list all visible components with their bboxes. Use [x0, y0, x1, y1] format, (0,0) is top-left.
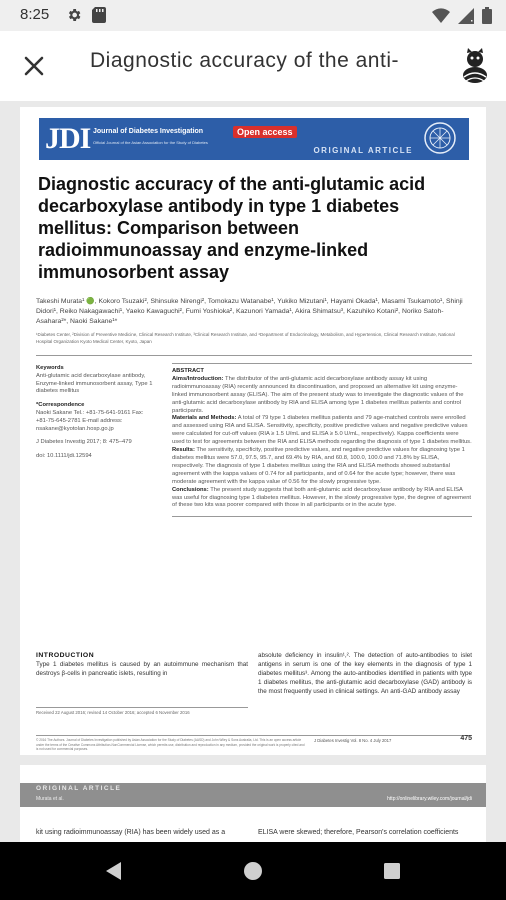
status-bar	[0, 0, 506, 31]
abstract	[172, 363, 472, 517]
page2-section-label: ORIGINAL ARTICLE	[36, 785, 122, 792]
page-number: 475	[460, 735, 472, 742]
citation-text: J Diabetes Investig 2017; 8: 475–479	[36, 439, 132, 446]
page2-running-authors: Murata et al.	[36, 796, 64, 802]
received-dates: Received 22 August 2016; revised 14 October 2016; accepted 6 November 2016	[36, 707, 248, 715]
results-text: The sensitivity, specificity, positive predictive values, and negative predictive values for diagnosing type 1 diabetes mellitus were 57.0, 97.5, 95.7, and 69.4% by RIA, and 60.8, 100.0, 100.0 and 71.8% by ELISA, respectively. The diagnosis of type 1 diabetes mellitus using the RIA and ELISA methods showed substantial agreement with the kappa values of 0.74 for all participants, and of 0.64 for the acute type; however, there was moderate agreement with the kappa value of 0.56 for the slowly progressive type.	[172, 447, 465, 485]
introduction-heading: INTRODUCTION	[36, 652, 95, 659]
footer-citation: J Diabetes Investig Vol. 8 No. 4 July 2017	[314, 738, 392, 743]
gear-icon	[66, 7, 82, 28]
methods-text: A total of 79 type 1 diabetes mellitus patients and 79 age-matched controls were enrolled and assessed using RIA and ELISA. Sensitivity, specificity, positive predictive values and negative predictive values were calculated for cut-off values (RIA ≥ 1.5 U/mL and ELISA ≥ 5.0 U/mL, respectively). Kappa coefficients were used to test for agreements between the RIA and ELISA methods regarding the diagnosis of type 1 diabetes mellitus.	[172, 415, 472, 446]
correspondence-heading: *Correspondence	[36, 402, 85, 409]
pdf-page-2	[20, 765, 486, 842]
intro-column-right: absolute deficiency in insulin¹,². The detection of auto-antibodies to islet antigens in serum is one of the key elements in the diagnosis of type 1 diabetes mellitus³. Among the auto-antibodies identified in patients with type 1 diabetes mellitus, the anti-glutamic acid decarboxylase (GAD) antibody is the most frequently used in clinical settings. An anti-GAD antibody assay	[258, 652, 472, 695]
back-button[interactable]	[96, 854, 130, 888]
top-toolbar	[0, 31, 506, 102]
affiliations: ¹Diabetes Center, ²Division of Preventive Medicine, Clinical Research Institute, ³Clinical Research Institute, and ⁴Department of Endocrinology, Metabolism, and Hypertension, Clinical Research Institute, National Hospital Organization Kyoto Medical Center, Kyoto, Japan	[36, 332, 455, 344]
methods-heading: Materials and Methods:	[172, 415, 237, 422]
correspondence-text: Naoki Sakane Tel.: +81-75-641-9161 Fax: +81-75-645-2781 E-mail address: nsakane@kyotolan.hosp.go.jp	[36, 409, 144, 432]
footer-divider	[36, 735, 472, 736]
section-label: ORIGINAL ARTICLE	[313, 146, 413, 155]
article-title: Diagnostic accuracy of the anti-glutamic acid decarboxylase antibody in type 1 diabetes mellitus: Comparison between radioimmunoassay and enzyme-linked immunosorbent assay	[38, 174, 426, 282]
document-title: Diagnostic accuracy of the anti-	[90, 49, 399, 72]
status-time: 8:25	[20, 6, 50, 23]
document-viewer[interactable]	[0, 101, 506, 842]
home-button[interactable]	[236, 854, 270, 888]
close-icon	[18, 50, 50, 82]
battery-icon	[482, 7, 492, 29]
journal-subtitle: Official Journal of the Asian Association for the Study of Diabetes	[93, 140, 208, 145]
system-navigation-bar	[0, 842, 506, 900]
intro-column-left	[36, 651, 248, 678]
journal-name: Journal of Diabetes Investigation	[93, 128, 204, 135]
society-seal-icon	[423, 121, 457, 155]
publisher-cat-icon[interactable]	[458, 47, 492, 85]
abstract-heading: ABSTRACT	[172, 368, 204, 374]
journal-banner	[39, 118, 469, 160]
doi-text: doi: 10.1111/jdi.12594	[36, 453, 92, 460]
article-sidebar	[36, 365, 154, 461]
home-circle-icon	[242, 860, 264, 882]
pdf-page-1	[20, 107, 486, 755]
open-access-badge: Open access	[233, 126, 297, 138]
page2-text-right: ELISA were skewed; therefore, Pearson's correlation coefficients	[258, 829, 459, 836]
license-text: © 2016 The Authors. Journal of Diabetes Investigation published by Asian Association for the Study of Diabetes (AASD) and John Wiley & Sons Australia, Ltd. This is an open access article under the terms of the Creative Commons Attribution-NonCommercial License, which permits use, distribution and reproduction in any medium, provided the original work is properly cited and is not used for commercial purposes.	[36, 738, 305, 751]
sd-card-icon	[92, 7, 106, 28]
intro-text-left: Type 1 diabetes mellitus is caused by an autoimmune mechanism that destroys β-cells in pancreatic islets, resulting in	[36, 661, 248, 677]
aims-heading: Aims/Introduction:	[172, 375, 224, 382]
page2-journal-url: http://onlinelibrary.wiley.com/journal/jdi	[387, 796, 472, 802]
keywords-text: Anti-glutamic acid decarboxylase antibody, Enzyme-linked immunosorbent assay, Type 1 diabetes mellitus	[36, 372, 153, 395]
close-button[interactable]	[18, 50, 50, 82]
journal-logo: JDI	[45, 122, 91, 155]
keywords-heading: Keywords	[36, 365, 64, 371]
author-list: Takeshi Murata¹ 🟢, Kokoro Tsuzaki², Shinsuke Nirengi², Tomokazu Watanabe¹, Yukiko Mizutani¹, Hayami Okada¹, Masami Tsukamoto¹, Shinji Didori¹, Reiko Nakagawachi¹, Yaeko Kawaguchi², Fumi Yoshioka², Kazunori Yamada¹, Akira Shimatsu³, Kazuhiko Kotani², Noriko Satoh-Asahara²*, Naoki Sakane¹*	[36, 298, 463, 325]
page2-text-left: kit using radioimmunoassay (RIA) has been widely used as a	[36, 829, 226, 836]
conclusions-heading: Conclusions:	[172, 486, 209, 493]
recents-square-icon	[382, 861, 402, 881]
signal-icon	[458, 8, 474, 29]
divider	[36, 355, 472, 356]
aims-text: The distributor of the anti-glutamic acid decarboxylase antibody assay kit using radioimmunoassay (RIA) recently announced its discontinuation, and proposed an alternative kit using enzyme-linked immunosorbent assay (ELISA). The aim of the present study was to investigate the diagnostic values of the anti-glutamic acid decarboxylase antibody by RIA and ELISA among type 1 diabetes mellitus patients and control participants.	[172, 375, 464, 414]
back-triangle-icon	[103, 860, 123, 882]
conclusions-text: The present study suggests that both anti-glutamic acid decarboxylase antibody by RIA and ELISA was useful for diagnosing type 1 diabetes mellitus. However, in the slowly progressive type, the degree of agreement of these two kits was poorer compared with those in all participants or in the acute type.	[172, 486, 472, 509]
status-left-icons	[66, 7, 106, 28]
recents-button[interactable]	[375, 854, 409, 888]
wifi-icon	[432, 8, 450, 29]
results-heading: Results:	[172, 447, 195, 454]
status-right-icons	[432, 7, 492, 29]
